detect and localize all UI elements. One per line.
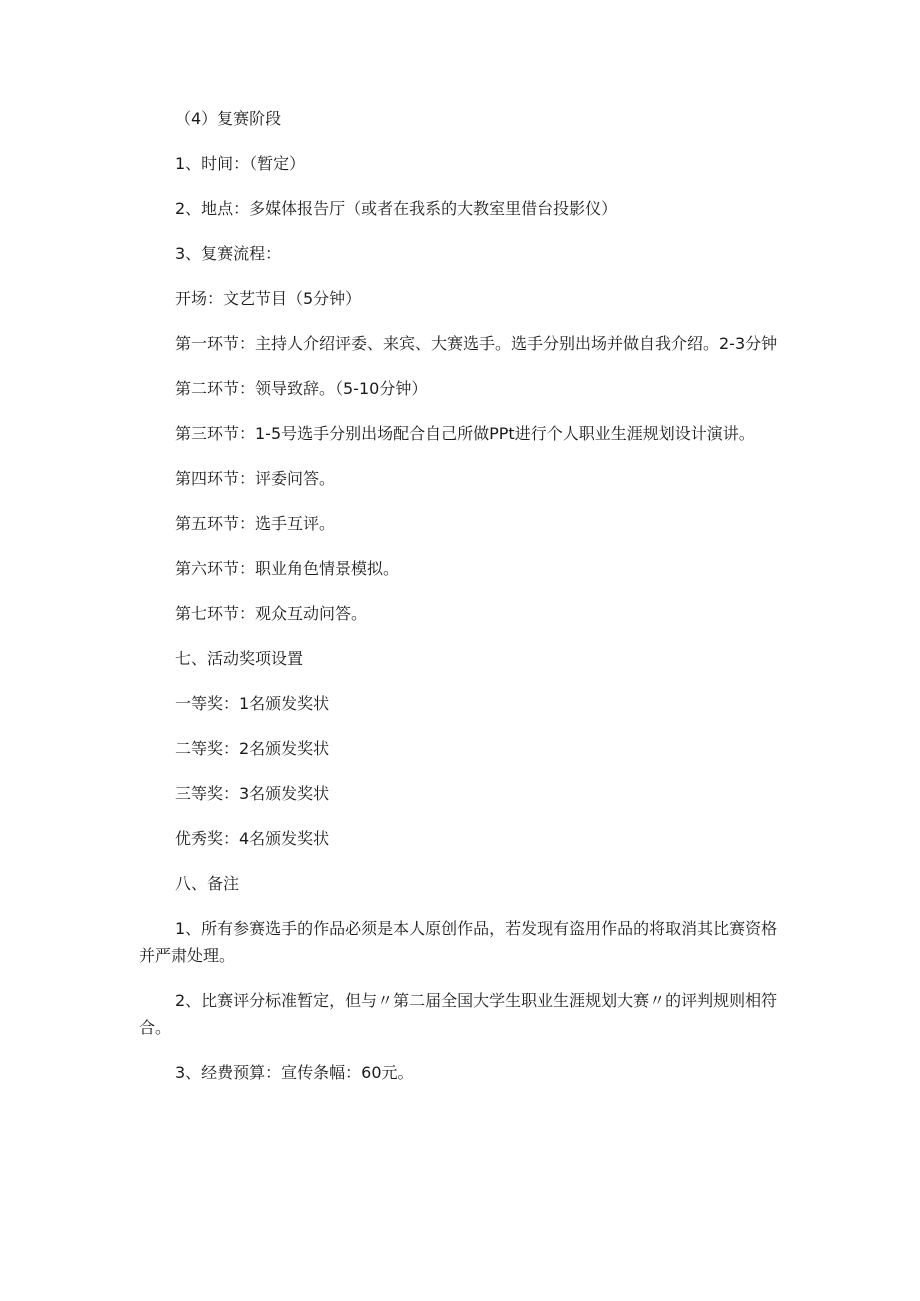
document-body xyxy=(139,105,789,1104)
paragraph-note-2: 2、比赛评分标准暂定，但与〃第二届全国大学生职业生涯规划大赛〃的评判规则相符合。 xyxy=(139,991,778,1037)
paragraph-location: 2、地点：多媒体报告厅（或者在我系的大教室里借台投影仪） xyxy=(175,199,618,218)
paragraph-note-3: 3、经费预算：宣传条幅：60元。 xyxy=(175,1063,414,1082)
paragraph-award-excellent: 优秀奖：4名颁发奖状 xyxy=(175,829,330,848)
paragraph-step-2: 第二环节：领导致辞。（5-10分钟） xyxy=(175,379,428,398)
section-heading-semifinal: （4）复赛阶段 xyxy=(175,109,282,128)
paragraph-step-4: 第四环节：评委问答。 xyxy=(175,469,336,488)
paragraph-step-1: 第一环节：主持人介绍评委、来宾、大赛选手。选手分别出场并做自我介绍。2-3分钟 xyxy=(175,334,778,353)
paragraph-opening: 开场：文艺节目（5分钟） xyxy=(175,289,362,308)
paragraph-process-heading: 3、复赛流程： xyxy=(175,244,282,263)
section-heading-notes: 八、备注 xyxy=(175,874,240,893)
section-heading-awards: 七、活动奖项设置 xyxy=(175,649,304,668)
paragraph-award-first: 一等奖：1名颁发奖状 xyxy=(175,694,330,713)
paragraph-step-6: 第六环节：职业角色情景模拟。 xyxy=(175,559,400,578)
paragraph-award-third: 三等奖：3名颁发奖状 xyxy=(175,784,330,803)
paragraph-step-3: 第三环节：1-5号选手分别出场配合自己所做PPt进行个人职业生涯规划设计演讲。 xyxy=(175,424,755,443)
paragraph-note-1: 1、所有参赛选手的作品必须是本人原创作品，若发现有盗用作品的将取消其比赛资格并严肃处理。 xyxy=(139,919,778,965)
paragraph-step-7: 第七环节：观众互动问答。 xyxy=(175,604,368,623)
paragraph-time: 1、时间：（暂定） xyxy=(175,154,306,173)
paragraph-award-second: 二等奖：2名颁发奖状 xyxy=(175,739,330,758)
paragraph-step-5: 第五环节：选手互评。 xyxy=(175,514,336,533)
